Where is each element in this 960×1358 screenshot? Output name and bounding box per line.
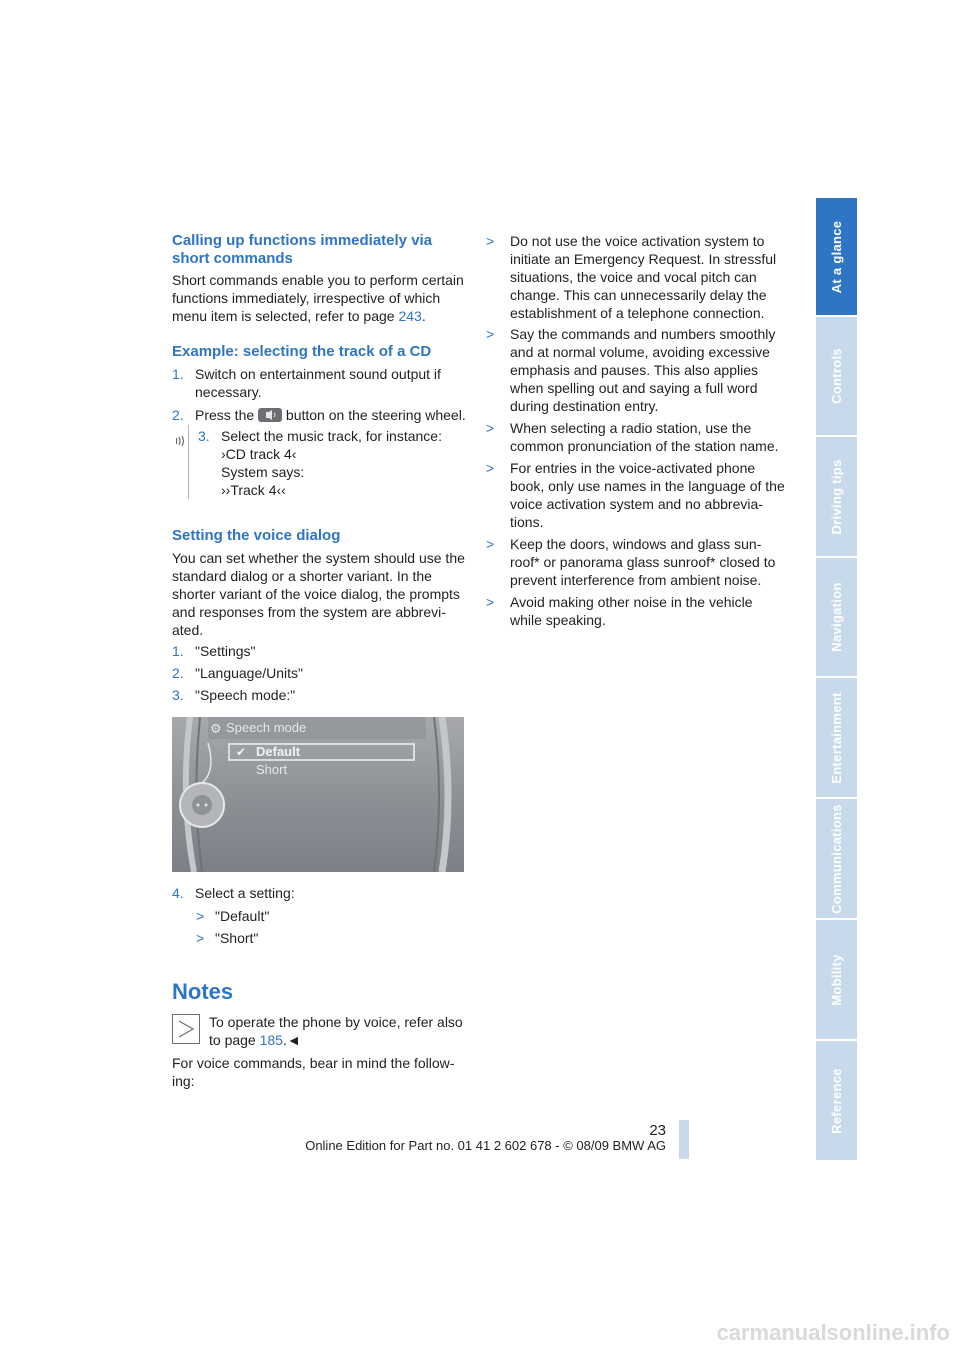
settings-step-1: 1. "Settings" — [172, 643, 256, 659]
step-2: 2. Press the button on the steering wheel. — [172, 407, 466, 423]
watermark: carmanualsonline.info — [716, 1320, 950, 1345]
page-number: 23 — [649, 1122, 666, 1139]
notes-heading: Notes — [172, 979, 234, 1004]
settings-step-4: 4. Select a setting: — [172, 885, 295, 901]
tip-bullet-radio-station: > When selecting a radio station, use the common pronunciation of the station name. — [486, 420, 779, 454]
voice-button-icon — [258, 408, 282, 422]
tip-bullet-close-doors: > Keep the doors, windows and glass sun- roof* or panorama glass sunroof* closed to prevent interference from ambient noise. — [486, 536, 776, 588]
note-phone-voice: To operate the phone by voice, refer also to page 185.◄ — [209, 1014, 463, 1048]
page-link-243[interactable]: 243 — [398, 308, 422, 324]
voice-command-bar — [173, 425, 189, 499]
screen-frame-graphic — [172, 717, 464, 872]
step-1: 1. Switch on entertainment sound output if necessary. — [172, 366, 441, 400]
tab-controls[interactable]: Controls — [816, 317, 857, 437]
tab-reference[interactable]: Reference — [816, 1041, 857, 1162]
option-default[interactable]: Default — [256, 744, 301, 759]
voice-command-icon — [174, 433, 188, 447]
tip-bullet-phone-book: > For entries in the voice-activated phone book, only use names in the language of the voice activation system and no abbrevia- tions. — [486, 460, 785, 530]
screen-title: Speech mode — [226, 720, 307, 735]
note-icon — [172, 1014, 200, 1044]
page-link-185[interactable]: 185 — [259, 1032, 283, 1048]
tip-bullet-avoid-noise: > Avoid making other noise in the vehicle while speaking. — [486, 594, 753, 628]
tip-bullet-emergency: > Do not use the voice activation system to initiate an Emergency Request. In stressful situations, the voice and vocal pitch can change. This can unnecessarily delay the establishment of a telephone connection. — [486, 233, 777, 321]
option-bullet-default: > "Default" — [196, 908, 270, 924]
section-heading-short-commands: Calling up functions immediately via short commands — [172, 232, 433, 267]
settings-step-3: 3. "Speech mode:" — [172, 687, 296, 703]
settings-step-2: 2. "Language/Units" — [172, 665, 304, 681]
option-short[interactable]: Short — [256, 762, 288, 777]
section-heading-voice-dialog: Setting the voice dialog — [172, 527, 341, 544]
notes-intro-paragraph: For voice commands, bear in mind the follow- ing: — [172, 1055, 455, 1089]
tab-driving-tips[interactable]: Driving tips — [816, 437, 857, 558]
step-3: 3. Select the music track, for instance: ›CD track 4‹ System says: ››Track 4‹‹ — [198, 428, 442, 498]
tab-entertainment[interactable]: Entertainment — [816, 678, 857, 799]
tab-at-a-glance[interactable]: At a glance — [816, 198, 857, 317]
tip-bullet-speak-smoothly: > Say the commands and numbers smoothly and at normal volume, avoiding excessive emphasis and pauses. This also applies when spelling out and saying a full word during destination entry. — [486, 326, 776, 414]
gear-icon: ⚙ — [210, 721, 222, 736]
option-bullet-short: > "Short" — [196, 930, 259, 946]
checkmark-icon: ✔ — [236, 745, 247, 759]
tab-communications[interactable]: Communications — [816, 799, 857, 920]
voice-dialog-paragraph: You can set whether the system should use the standard dialog or a shorter variant. In the shorter variant of the voice dialog, the prompts and responses from the system are abbrevi- ated. — [172, 550, 465, 638]
tab-navigation[interactable]: Navigation — [816, 558, 857, 678]
section-heading-select-track: Example: selecting the track of a CD — [172, 343, 432, 360]
short-commands-paragraph: Short commands enable you to perform certain functions immediately, irrespective of which menu item is selected, refer to page 243. — [172, 272, 464, 324]
tab-mobility[interactable]: Mobility — [816, 920, 857, 1041]
page-marker-bar — [679, 1120, 689, 1159]
speech-mode-screen — [172, 717, 464, 872]
edition-footer: Online Edition for Part no. 01 41 2 602 678 - © 08/09 BMW AG — [305, 1138, 666, 1153]
